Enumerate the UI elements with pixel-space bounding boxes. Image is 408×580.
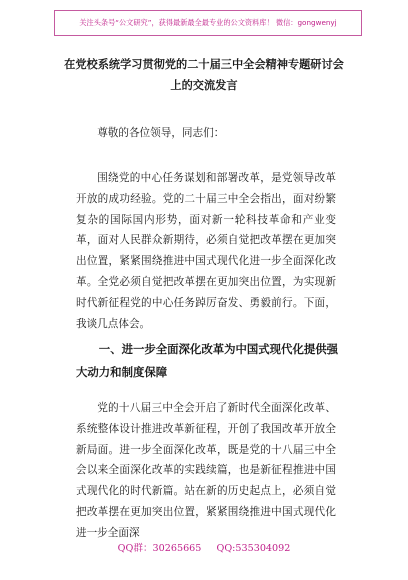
footer-qq: QQ:535304092: [216, 543, 291, 554]
footer: [0, 540, 408, 554]
footer-qq-group: QQ群：30265665: [117, 543, 202, 554]
document-title-line-1: 在党校系统学习贯彻党的二十届三中全会精神专题研讨会: [64, 57, 344, 71]
header-banner: 关注头条号“公文研究”，获得最新最全最专业的公文资料库！ 微信：gongwenyj: [54, 10, 362, 36]
section-1-heading: 一、进一步全面深化改革为中国式现代化提供强大动力和制度保障: [76, 342, 339, 379]
salutation: 尊敬的各位领导，同志们：: [97, 127, 225, 139]
paragraph-2: 党的十八届三中全会开启了新时代全面深化改革、系统整体设计推进改革新征程，开创了我国改革开放全新局面。进一步全面深化改革，既是党的十八届三中全会以来全面深化改革的实践续篇，也是新征程推进中国式现代化的时代新篇。站在新的历史起点上，必须自觉把改革摆在更加突出位置，紧紧围绕推进中国式现代化进一步全面深: [76, 402, 336, 539]
paragraph-1: 围绕党的中心任务谋划和部署改革，是党领导改革开放的成功经验。党的二十届三中全会指出，面对纷繁复杂的国际国内形势，面对新一轮科技革命和产业变革，面对人民群众新期待，必须自觉把改革摆在更加突出位置，紧紧围绕推进中国式现代化进一步全面深化改革。全党必须自觉把改革摆在更加突出位置，为实现新时代新征程党的中心任务踔厉奋发、勇毅前行。下面，我谈几点体会。: [76, 172, 336, 330]
document-title-line-2: 上的交流发言: [170, 78, 238, 92]
